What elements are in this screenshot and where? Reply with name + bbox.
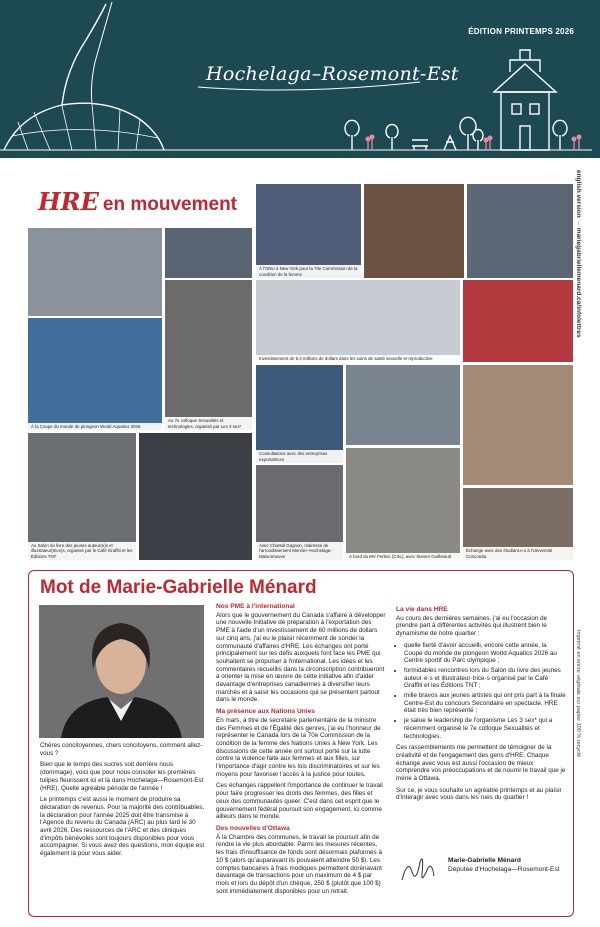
paragraph-vie: Au cours des dernières semaines, j'ai eu l'occasion de prendre part à différentes activités qui illustrent bien le dynamisme de notre quartier : <box>396 614 548 638</box>
photo-flags-podium <box>463 280 573 362</box>
photo-ferbec-crew <box>346 448 460 560</box>
photo-colloque-speaker <box>165 228 252 278</box>
photo-concordia-students <box>463 488 573 560</box>
riding-script-title: Hochelaga–Rosemont-Est <box>206 63 459 85</box>
photo-diving-world-cup <box>28 318 162 430</box>
list-item: • formidables rencontres lors du Salon du livre des jeunes auteur·e·s et illustrateur·trice·s organisé par le Café Graffiti et les Éditions TNT ; <box>404 667 566 690</box>
section-title-rest: en mouvement <box>102 194 238 215</box>
photo-salon-authors <box>139 433 252 560</box>
caption-gagnon: Avec Chantal Gagnon, mairesse de l'arrondissement Mercier–Hochelaga-Maisonneuve <box>256 542 343 560</box>
caption-investissement: Investissement de 5,4 millions de dollars dans les soins de santé sexuelle et reproductive <box>256 355 460 362</box>
paragraph-onu-2: Ces échanges rappellent l'importance de continuer le travail pour faire progresser les droits des femmes, des filles et ceux des communautés queer. C'est dans cet esprit que le gouvernement fédéral poursuit son engagement, ici comme ailleurs dans le monde. <box>216 782 383 821</box>
printing-note-block <box>571 630 595 920</box>
activities-list <box>404 642 566 740</box>
section-title <box>38 187 237 216</box>
photo-ferbec-deck <box>346 365 460 445</box>
signature-name: Marie-Gabrielle Ménard <box>448 857 521 864</box>
signature-title: Députée d'Hochelaga—Rosemont-Est <box>448 866 560 873</box>
greeting: Chères concitoyennes, chers concitoyens, comment allez-vous ? <box>40 742 203 757</box>
photo-salon-booth <box>28 433 136 560</box>
signature-block <box>448 856 560 874</box>
heading-pme: Nos PME à l'international <box>216 603 295 610</box>
message-column-3 <box>396 606 566 806</box>
heading-vie: La vie dans HRE <box>396 606 448 613</box>
list-item: • quelle fierté d'avoir accueilli, encore cette année, la Coupe du monde de plongeon World Aquatics 2026 au Centre sportif du Parc olympique ; <box>404 642 566 665</box>
heading-ottawa: Des nouvelles d'Ottawa <box>216 824 290 832</box>
list-item: • mille bravos aux jeunes artistes qui ont pris part à la finale Centre-Est du concours Secondaire en spectacle. HRE était très bien représenté ; <box>404 692 566 715</box>
paragraph-onu: En mars, à titre de secrétaire parlementaire de la ministre des Femmes et de l'Égalité des genres, j'ai eu l'honneur de représenter le Canada lors de la 70e Commission de la condition de la femme des Nations Unies à New York. Les discussions de cette année ont surtout porté sur la lutte contre la violence faite aux femmes et aux filles, sur l'importance d'agir contre les lois discriminatoires et sur les moyens pour favoriser l'accès à la justice pour toutes. <box>216 716 381 778</box>
paragraph-closing-2: Sur ce, je vous souhaite un agréable printemps et au plaisir d'interagir avec vous dans les rues du quartier ! <box>396 786 562 802</box>
caption-plongeon: À la Coupe du monde de plongeon World Aquatics 2026 <box>28 423 162 430</box>
portrait-silhouette <box>39 605 204 738</box>
list-item: • je salue le leadership de l'organisme Les 3 sex* qui a récemment organisé le 7e colloque Sexualités et technologies. <box>404 717 566 740</box>
photo-consultations <box>256 365 343 463</box>
mp-portrait-photo <box>39 605 204 738</box>
english-version-link[interactable]: english version → mariegabriellemenard.ca/infolettres <box>575 170 582 338</box>
photo-investissement <box>256 280 460 362</box>
header-banner <box>0 0 600 158</box>
message-column-2 <box>216 603 386 899</box>
photo-colloque-group <box>165 280 252 430</box>
paragraph-closing-1: Ces rassemblements me permettent de témoigner de la créativité et de l'engagement des gens d'HRE. Chaque échange avec vous est aussi l'occasion de mieux comprendre vos préoccupations et de nourrir le travail que je mène à Ottawa. <box>396 744 566 783</box>
paragraph-sugar: Bien que le temps des sucres soit derrière nous (dommage), voici que pour nous consoler les premières tulipes fleurissent ici et là dans Hochelaga—Rosemont-Est (HRE). Quelle agréable période de l'année ! <box>40 761 204 792</box>
signature-scribble <box>398 854 438 886</box>
caption-concordia: Échange avec des étudiant.e.s à l'Université Concordia <box>463 547 573 560</box>
paragraph-pme: Alors que le gouvernement du Canada s'affaire à développer une nouvelle Initiative de préparation à l'exportation des PME à l'aide d'un investissement de 60 millions de dollars sur cinq ans, j'ai eu le plaisir récemment de sonder la communauté d'affaires d'HRE. Les échanges ont porté principalement sur les défis auxquels font face les PME qui souhaitent se propulser à l'international. Les idées et les commentaires recueillis dans la circonscription contribueront à orienter la mise en œuvre de cette initiative afin d'aider davantage d'entreprises canadiennes à diversifier leurs marchés et à saisir les occasions qui se présentent partout dans le monde. <box>216 611 386 704</box>
photo-concordia-room <box>463 365 573 485</box>
caption-onu: À l'ONU à New York pour la 70e Commission de la condition de la femme <box>256 265 361 278</box>
section-title-hre: HRE <box>38 187 99 216</box>
paragraph-taxes: Le printemps c'est aussi le moment de produire sa déclaration de revenus. Pour la majorité des contribuables, la déclaration pour l'année 2025 doit être transmise à l'Agence du revenu du Canada (ARC) au plus tard le 30 avril 2026. Des ressources de l'ARC et des cliniques d'impôts bénévoles sont toujours disponibles pour vous accompagner. Si vous avez des questions, mon équipe est également là pour vous aider. <box>40 796 205 858</box>
photo-chantal-gagnon <box>256 465 343 560</box>
english-version-link-block[interactable] <box>571 170 595 550</box>
printing-note: Imprimé en encre végétale sur papier 100 % recyclé <box>575 630 581 758</box>
caption-ferbec: À bord du MV Ferbec (CSL), avec Steven Guilbeault <box>346 553 460 560</box>
caption-consultations: Consultations avec des entreprises exportatrices <box>256 450 343 463</box>
photo-un-flags <box>364 184 464 278</box>
photo-un-assembly <box>467 184 573 278</box>
heading-onu: Ma présence aux Nations Unies <box>216 708 315 716</box>
message-column-1 <box>40 742 205 862</box>
caption-salon: Au Salon du livre des jeunes auteur(e)s et illustrateur(trice)s, organisé par le Café Graffiti et les Éditions TNT <box>28 542 136 560</box>
photo-un-portrait <box>256 184 361 278</box>
caption-colloque: Au 7e colloque Sexualités et technologies, organisé par Les 3 sex* <box>165 417 252 430</box>
message-title: Mot de Marie-Gabrielle Ménard <box>40 577 317 598</box>
edition-label: ÉDITION PRINTEMPS 2026 <box>468 27 574 36</box>
photo-diving-medal <box>28 228 162 316</box>
paragraph-ottawa: À la Chambre des communes, le travail se poursuit afin de rendre la vie plus abordable. Parmi les mesures récentes, les frais d'insuffisance de fonds sont désormais plafonnés à 10 $ (alors qu'auparavant ils pouvaient atteindre 50 $). Les comptes bancaires à frais modiques permettent dorénavant davantage de transactions pour un maximum de 4 $ par mois et lors du dépôt d'un chèque, 250 $ (plutôt que 100 $) sont immédiatement disponibles pour un retrait. <box>216 833 382 895</box>
